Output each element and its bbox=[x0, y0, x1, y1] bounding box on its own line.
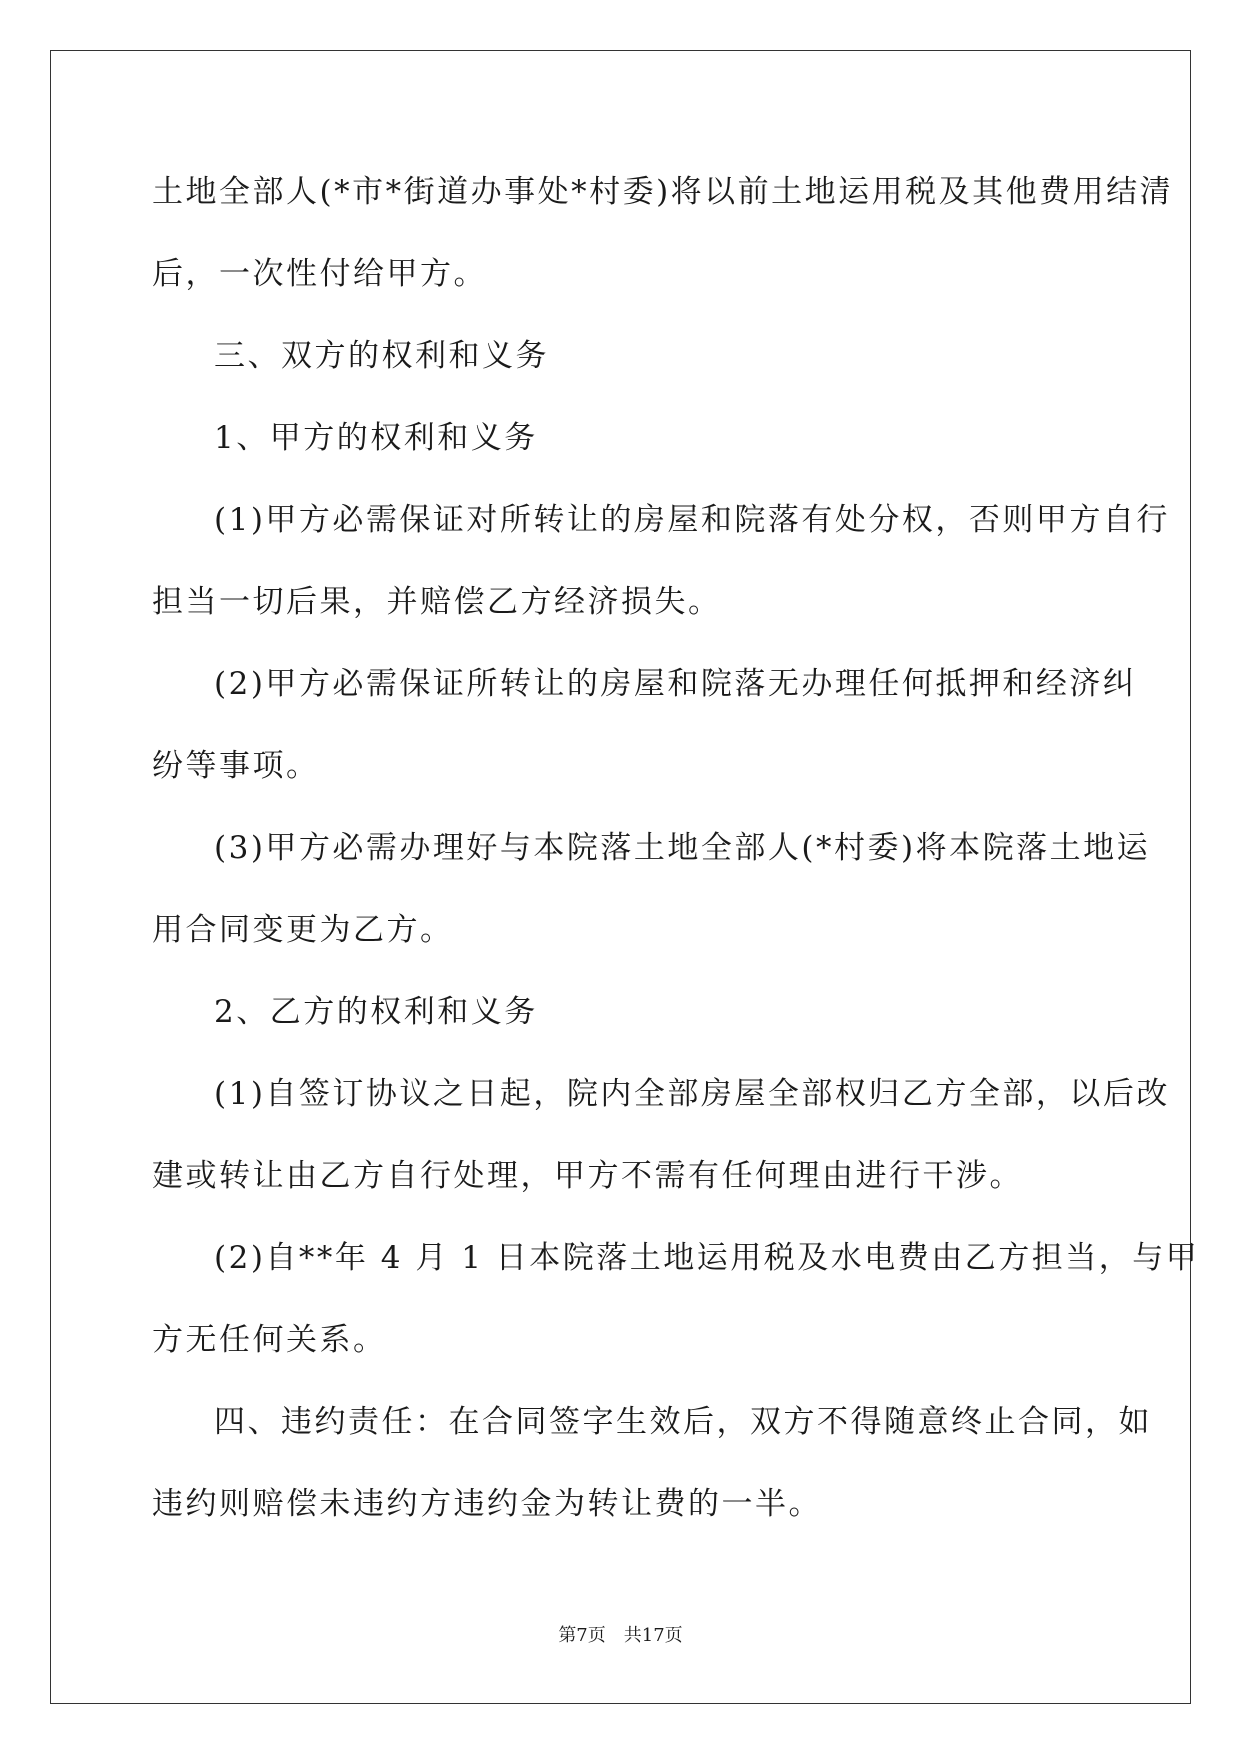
subsection-heading: 2、乙方的权利和义务 bbox=[214, 994, 538, 1030]
paragraph-line: 建或转让由乙方自行处理，甲方不需有任何理由进行干涉。 bbox=[152, 1158, 1023, 1194]
paragraph-line: 后，一次性付给甲方。 bbox=[152, 256, 487, 292]
page-footer bbox=[0, 1624, 1241, 1648]
section-heading: 四、违约责任：在合同签字生效后，双方不得随意终止合同，如 bbox=[214, 1404, 1152, 1440]
paragraph-line: (3)甲方必需办理好与本院落土地全部人(*村委)将本院落土地运 bbox=[214, 830, 1151, 866]
paragraph-line: (1)自签订协议之日起，院内全部房屋全部权归乙方全部，以后改 bbox=[214, 1076, 1170, 1112]
paragraph-line: 方无任何关系。 bbox=[152, 1322, 387, 1358]
paragraph-line: 担当一切后果，并赔偿乙方经济损失。 bbox=[152, 584, 722, 620]
paragraph-line: (2)自**年 4 月 1 日本院落土地运用税及水电费由乙方担当，与甲 bbox=[214, 1240, 1200, 1276]
paragraph-line: (1)甲方必需保证对所转让的房屋和院落有处分权，否则甲方自行 bbox=[214, 502, 1170, 538]
subsection-heading: 1、甲方的权利和义务 bbox=[214, 420, 538, 456]
document-body bbox=[152, 162, 1200, 1556]
section-heading: 三、双方的权利和义务 bbox=[214, 338, 549, 374]
paragraph-line: 土地全部人(*市*街道办事处*村委)将以前土地运用税及其他费用结清 bbox=[152, 174, 1174, 210]
page-number: 第7页 bbox=[558, 1625, 606, 1646]
paragraph-line: 纷等事项。 bbox=[152, 748, 320, 784]
paragraph-line: (2)甲方必需保证所转让的房屋和院落无办理任何抵押和经济纠 bbox=[214, 666, 1137, 702]
page-total: 共17页 bbox=[623, 1625, 683, 1646]
paragraph-line: 违约则赔偿未违约方违约金为转让费的一半。 bbox=[152, 1486, 822, 1522]
paragraph-line: 用合同变更为乙方。 bbox=[152, 912, 454, 948]
